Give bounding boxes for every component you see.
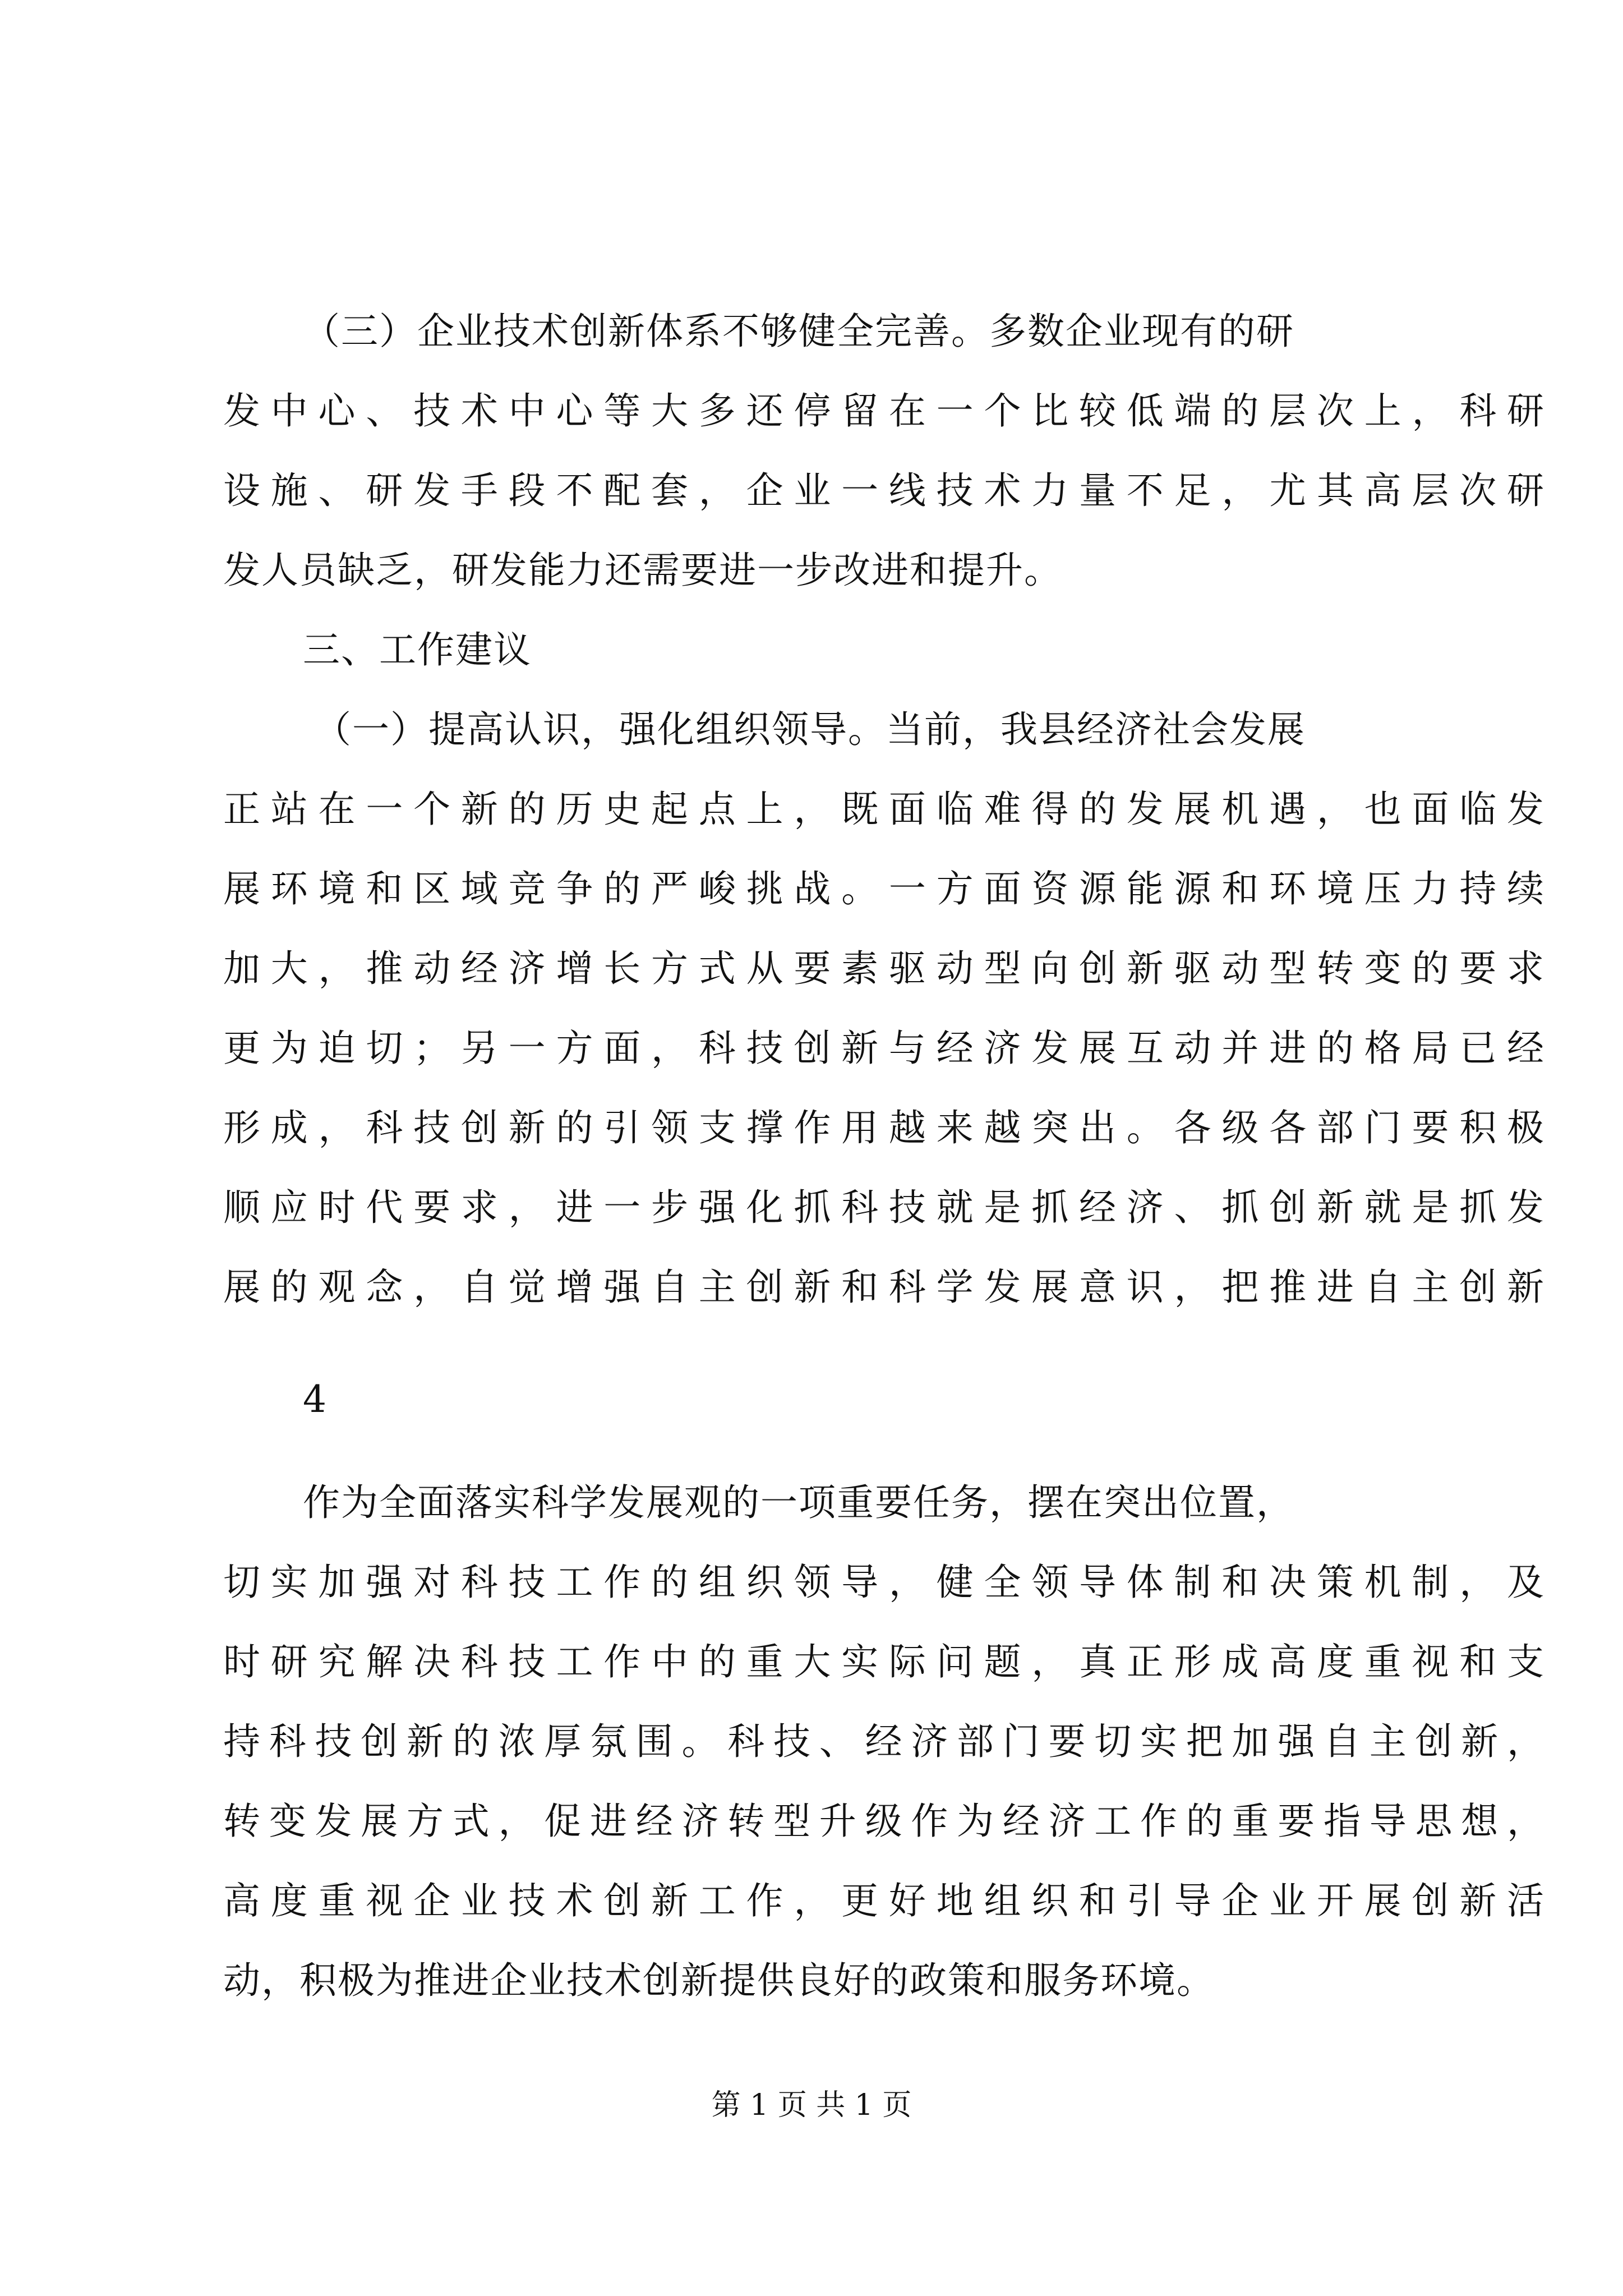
page-marker: 4 [303,1378,326,1421]
paragraph-line: 顺应时代要求，进一步强化抓科技就是抓经济、抓创新就是抓发 [223,1186,1544,1229]
paragraph-line: 发中心、技术中心等大多还停留在一个比较低端的层次上，科研 [223,389,1544,432]
paragraph-line: 设施、研发手段不配套，企业一线技术力量不足，尤其高层次研 [223,469,1544,512]
paragraph-line: （三）企业技术创新体系不够健全完善。多数企业现有的研 [303,310,1294,353]
paragraph-line: 展环境和区域竞争的严峻挑战。一方面资源能源和环境压力持续 [223,867,1544,910]
paragraph-line: 持科技创新的浓厚氛围。科技、经济部门要切实把加强自主创新， [223,1720,1544,1763]
paragraph-line: （一）提高认识，强化组织领导。当前，我县经济社会发展 [314,708,1306,751]
paragraph-line: 形成，科技创新的引领支撑作用越来越突出。各级各部门要积极 [223,1106,1544,1149]
paragraph-line: 更为迫切；另一方面，科技创新与经济发展互动并进的格局已经 [223,1027,1544,1070]
section-heading: 三、工作建议 [303,628,532,671]
paragraph-line: 高度重视企业技术创新工作，更好地组织和引导企业开展创新活 [223,1879,1544,1922]
paragraph-line: 作为全面落实科学发展观的一项重要任务，摆在突出位置， [303,1481,1294,1524]
paragraph-line: 切实加强对科技工作的组织领导，健全领导体制和决策机制，及 [223,1561,1544,1604]
paragraph-line: 转变发展方式，促进经济转型升级作为经济工作的重要指导思想， [223,1800,1544,1843]
paragraph-line: 展的观念，自觉增强自主创新和科学发展意识，把推进自主创新 [223,1266,1544,1309]
paragraph-line: 动，积极为推进企业技术创新提供良好的政策和服务环境。 [223,1959,1215,2002]
paragraph-line: 加大，推动经济增长方式从要素驱动型向创新驱动型转变的要求 [223,947,1544,990]
page-footer: 第 1 页 共 1 页 [711,2088,912,2122]
paragraph-line: 时研究解决科技工作中的重大实际问题，真正形成高度重视和支 [223,1640,1544,1683]
paragraph-line: 正站在一个新的历史起点上，既面临难得的发展机遇，也面临发 [223,788,1544,831]
paragraph-line: 发人员缺乏，研发能力还需要进一步改进和提升。 [223,549,1062,592]
